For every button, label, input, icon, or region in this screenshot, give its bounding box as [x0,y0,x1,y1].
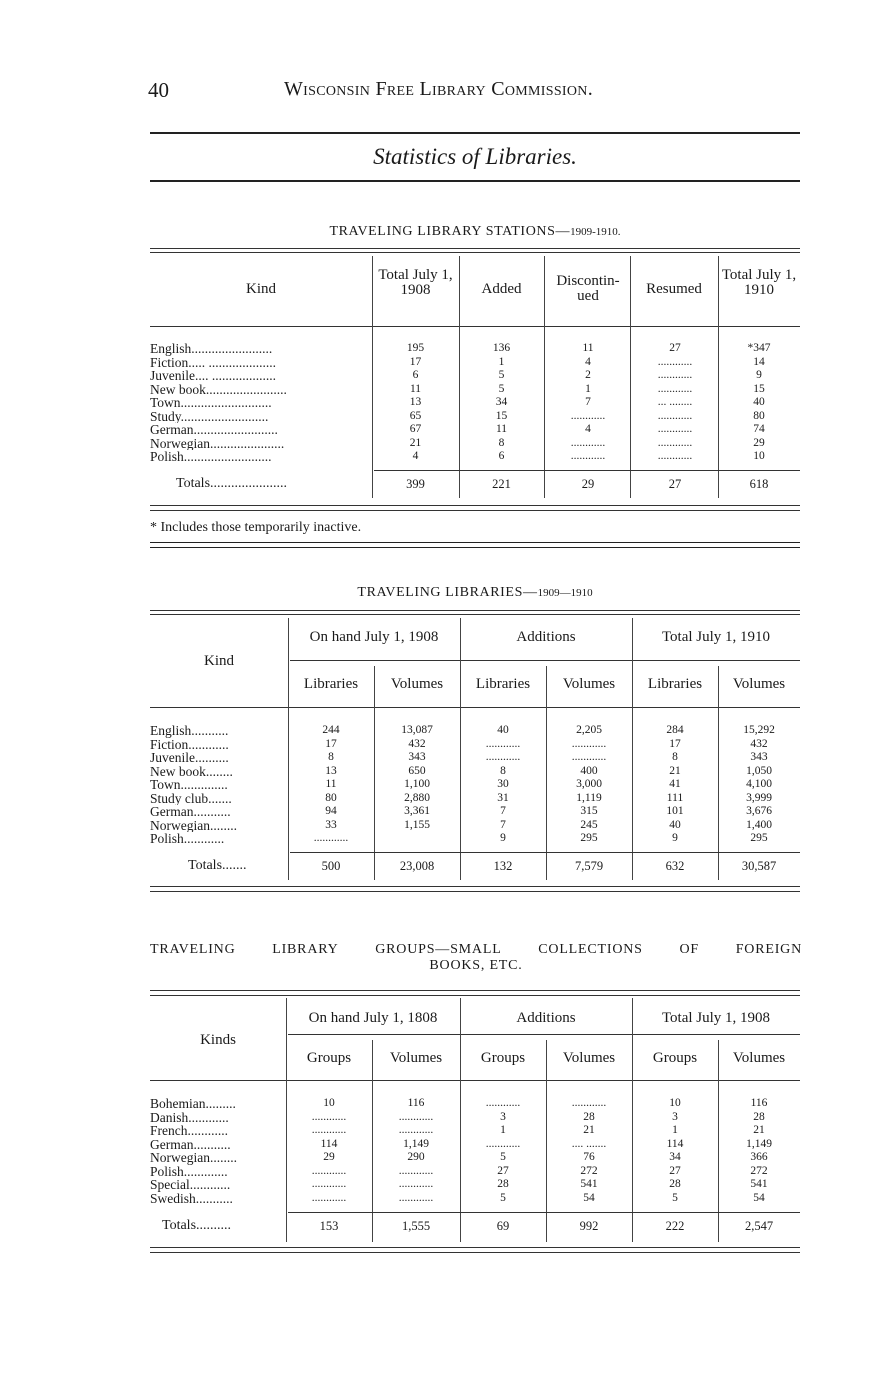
cell: 6 [498,450,505,462]
title-word: LIBRARY [272,942,339,957]
kind-label: Town........................... [150,396,272,410]
cell: ............ [398,1164,434,1177]
table2 [150,610,800,895]
header-added: Added [481,281,522,297]
table2-col-add-volumes [546,724,632,846]
cell: 136 [492,342,511,354]
cell: 432 [750,737,768,750]
cell: 3,676 [746,805,772,817]
cell: 400 [580,764,598,777]
cell: ............ [570,436,606,449]
cell: 21 [669,764,681,777]
cell: 1 [672,1124,678,1136]
cell: 244 [322,724,340,736]
cell: 541 [580,1178,598,1190]
total-cell: 1,555 [401,1219,431,1233]
cell: 4 [585,355,591,368]
rule [150,252,800,253]
cell: 2,880 [404,791,430,804]
kind-label: Norwegian........ [150,1151,237,1165]
table1-col-discontinued [546,342,630,464]
cell: 5 [500,1191,506,1204]
cell: 33 [325,818,337,831]
header-volumes: Volumes [732,1050,786,1066]
cell: *347 [747,342,771,354]
kind-label: German........... [150,1137,231,1151]
table1-col-total-1910 [718,342,800,464]
cell: ............ [657,436,693,449]
table3-col-on-hand-volumes [372,1097,460,1205]
cell: 17 [669,737,681,750]
cell: 315 [580,805,598,817]
rule [150,707,800,708]
cell: ............ [571,751,607,763]
kind-label: Polish.......................... [150,450,272,464]
page-number: 40 [148,78,169,102]
cell: 5 [498,382,505,395]
cell: 54 [583,1191,595,1204]
cell: 195 [406,342,425,354]
cell: 31 [497,791,509,804]
cell: 17 [325,737,337,750]
rule [150,547,800,548]
totals-label: Totals....... [188,858,247,873]
cell: 432 [408,737,426,750]
header-groups: Groups [480,1050,526,1066]
cell: 15 [495,409,508,422]
title-word: FOREIGN [735,942,802,957]
kind-label: Polish............. [150,1164,228,1178]
cell: 28 [669,1178,681,1190]
cell: 541 [750,1178,768,1190]
cell: 15,292 [743,724,775,736]
rule [290,660,800,661]
cell: 27 [669,1164,681,1177]
cell: 4 [585,423,591,435]
kind-label: Juvenile.... ................... [150,369,276,383]
cell: 1,100 [404,778,430,790]
rule [150,1252,800,1253]
cell: 41 [669,778,681,790]
kind-label: German........... [150,805,231,819]
cell: 8 [498,436,505,449]
cell: 245 [580,818,598,831]
cell: 29 [753,436,765,449]
cell: 295 [750,832,768,844]
cell: ............ [311,1178,347,1190]
rule [374,470,800,471]
cell: 17 [409,355,422,368]
table3-kind-column [150,1097,286,1205]
cell: ............ [485,737,521,750]
cell: 76 [583,1151,595,1163]
header-additions: Additions [516,1010,576,1026]
kind-label: Special............ [150,1178,231,1192]
cell: 1,119 [576,791,602,804]
total-cell: 399 [406,477,425,491]
total-cell: 27 [668,477,682,491]
rule [150,610,800,611]
cell: 28 [497,1178,509,1190]
kind-label: French............ [150,1124,228,1138]
cell: 10 [753,450,765,462]
cell: 21 [409,436,422,449]
table2-col-tot-libraries [632,724,718,846]
kind-label: Polish............ [150,832,225,846]
rule [150,1080,800,1081]
kind-label: Bohemian......... [150,1097,236,1111]
table3-col-on-hand-groups [286,1097,372,1205]
kind-label: New book........................ [150,382,287,396]
cell: 28 [753,1110,765,1123]
cell: ............ [571,1097,607,1109]
cell: 1 [585,382,591,395]
header-volumes: Volumes [562,676,616,692]
cell: 6 [412,369,419,381]
totals-label: Totals...................... [176,476,288,491]
cell: 295 [580,832,598,844]
rule [150,886,800,887]
cell: ............ [571,737,607,750]
cell: 343 [750,751,768,763]
page-subtitle: Statistics of Libraries. [373,144,577,169]
cell: 8 [672,751,678,763]
table2-col-on-hand-volumes [374,724,460,846]
cell: 80 [753,409,765,422]
cell: 7 [500,805,506,817]
cell: ............ [657,450,693,462]
total-cell: 23,008 [399,859,435,873]
cell: ............ [311,1110,347,1123]
cell: 80 [325,791,337,804]
cell: 28 [583,1110,595,1123]
cell: 11 [495,423,508,435]
header-groups: Groups [652,1050,698,1066]
cell: ............ [398,1178,434,1190]
kind-label: Danish............ [150,1110,229,1124]
cell: ............ [398,1191,434,1204]
cell: 1 [498,355,505,368]
table1-col-added [459,342,544,464]
header-groups: Groups [306,1050,352,1066]
cell: 1,050 [746,764,772,777]
header-volumes: Volumes [390,676,444,692]
cell: 343 [408,751,426,763]
total-cell: 618 [749,477,769,491]
cell: 11 [582,342,594,354]
cell: ............ [398,1124,434,1136]
cell: 94 [325,805,337,817]
cell: 1,400 [746,818,772,831]
cell: 3,999 [746,791,772,804]
table2-col-on-hand-libraries [288,724,374,846]
cell: 116 [407,1097,425,1109]
cell: 111 [666,791,684,804]
cell: 284 [666,724,684,736]
kind-label: Juvenile.......... [150,751,229,765]
cell: 21 [753,1124,765,1136]
rule [150,542,800,543]
rule [150,614,800,615]
total-cell: 992 [579,1219,599,1233]
cell: 2,205 [576,724,602,736]
cell: ............ [657,355,693,368]
cell: 14 [753,355,765,368]
table1-kind-column [150,342,372,464]
title-line-2: BOOKS, ETC. [429,958,523,973]
rule [150,248,800,249]
kind-label: German......................... [150,423,278,437]
cell: 1,149 [746,1137,772,1150]
cell: 2 [585,369,591,381]
cell: 27 [669,342,681,354]
table3-col-tot-groups [632,1097,718,1205]
cell: 10 [323,1097,335,1109]
cell: 9 [500,832,506,844]
rule [150,132,800,134]
cell: 1 [500,1124,506,1136]
table2-col-add-libraries [460,724,546,846]
cell: .... ....... [571,1137,607,1150]
cell: 27 [497,1164,509,1177]
cell: 3,361 [404,805,430,817]
header-total: Total July 1, 1908 [661,1010,771,1026]
cell: ............ [313,832,349,844]
cell: ............ [570,409,606,422]
cell: 4,100 [746,778,772,790]
cell: 11 [409,382,422,395]
cell: 8 [328,751,334,763]
cell: 3 [672,1110,678,1123]
cell: 65 [409,409,422,422]
total-cell: 132 [493,859,513,873]
kind-label: Norwegian...................... [150,436,285,450]
table1 [150,248,800,513]
rule [288,1034,800,1035]
cell: 3,000 [576,778,602,790]
table3-title [150,942,802,974]
cell: 40 [497,724,509,736]
cell: 9 [672,832,678,844]
total-cell: 7,579 [574,859,604,873]
header-kind: Kind [246,281,276,297]
header-libraries: Libraries [647,676,703,692]
cell: 3 [500,1110,506,1123]
cell: 1,149 [403,1137,429,1150]
cell: 114 [320,1137,338,1150]
header-kinds: Kinds [200,1032,236,1048]
cell: 40 [669,818,681,831]
rule [150,326,800,327]
header-kind: Kind [204,653,234,669]
header-total-1910: Total July 1, 1910 [721,267,797,298]
cell: 7 [585,396,591,408]
rule [150,510,800,511]
cell: 650 [408,764,426,777]
table3-col-tot-volumes [718,1097,800,1205]
rule [150,505,800,506]
header-on-hand: On hand July 1, 1808 [308,1010,438,1026]
table2-kind-column [150,724,288,846]
cell: 4 [412,450,419,462]
table3 [150,990,800,1255]
cell: 290 [407,1151,425,1163]
total-cell: 153 [319,1219,339,1233]
cell: 34 [495,396,508,408]
table2-title: TRAVELING LIBRARIES—1909—1910 [357,585,593,600]
cell: 272 [580,1164,598,1177]
cell [374,832,460,846]
cell: ............ [570,450,606,462]
cell: 1,155 [404,818,430,831]
total-cell: 500 [321,859,341,873]
col-divider [544,256,545,498]
cell: 7 [500,818,506,831]
kind-label: Study.......................... [150,409,269,423]
kind-label: Norwegian........ [150,818,237,832]
total-cell: 222 [665,1219,685,1233]
cell: 10 [669,1097,681,1109]
title-word: OF [679,942,699,957]
cell: 101 [666,805,684,817]
kind-label: Town.............. [150,778,228,792]
kind-label: Fiction..... .................... [150,355,277,369]
header-libraries: Libraries [475,676,531,692]
total-cell: 221 [492,477,511,491]
table1-title: TRAVELING LIBRARY STATIONS—1909-1910. [329,224,621,239]
total-cell: 69 [496,1219,510,1233]
cell: ............ [657,382,693,395]
rule [150,1247,800,1248]
running-title: Wisconsin Free Library Commission. [284,78,594,100]
header-additions: Additions [516,629,576,645]
cell: ............ [657,409,693,422]
cell: 5 [498,369,505,381]
cell: ............ [485,751,521,763]
cell: 29 [323,1151,335,1163]
cell: 5 [672,1191,678,1204]
cell: ............ [485,1097,521,1109]
rule [288,1212,800,1213]
header-volumes: Volumes [389,1050,443,1066]
title-word: GROUPS—SMALL [375,942,502,957]
cell: 34 [669,1151,681,1163]
cell: 114 [666,1137,684,1150]
total-cell: 30,587 [741,859,777,873]
header-total-1908: Total July 1, 1908 [378,267,453,298]
table3-col-add-groups [460,1097,546,1205]
cell: 13 [325,764,337,777]
cell: ............ [311,1124,347,1136]
cell: 40 [753,396,765,408]
footnote: * Includes those temporarily inactive. [150,520,362,535]
title-word: TRAVELING [150,942,236,957]
cell: ............ [485,1137,521,1150]
header-resumed: Resumed [646,281,702,297]
running-head [148,78,800,108]
cell: ... ........ [657,396,693,408]
kind-label: New book........ [150,764,233,778]
cell: ............ [657,369,693,381]
rule [290,852,800,853]
cell: 30 [497,778,509,790]
kind-label: Fiction............ [150,737,229,751]
cell: 13 [409,396,422,408]
total-cell: 632 [665,859,685,873]
cell: ............ [398,1110,434,1123]
table3-col-add-volumes [546,1097,632,1205]
table1-col-resumed [632,342,718,464]
cell: 67 [409,423,422,435]
cell: 21 [583,1124,595,1136]
header-total: Total July 1, 1910 [661,629,771,645]
total-cell: 29 [581,477,595,491]
total-cell: 2,547 [744,1219,774,1233]
cell: 366 [750,1151,768,1163]
cell: 8 [500,764,506,777]
cell: 54 [753,1191,765,1204]
rule [150,990,800,991]
table2-col-tot-volumes [718,724,800,846]
cell: 9 [756,369,762,381]
cell: ............ [657,423,693,435]
kind-label: English........... [150,724,229,738]
cell: 272 [750,1164,768,1177]
totals-label: Totals.......... [162,1218,232,1233]
cell: 74 [753,423,765,435]
kind-label: English........................ [150,342,273,356]
table1-col-total-1908 [372,342,459,464]
kind-label: Swedish........... [150,1191,233,1205]
cell: ............ [311,1164,347,1177]
cell: 116 [750,1097,768,1109]
header-on-hand: On hand July 1, 1908 [309,629,439,645]
rule [150,995,800,996]
header-volumes: Volumes [562,1050,616,1066]
kind-label: Study club....... [150,791,232,805]
cell: 5 [500,1151,506,1163]
header-discontinued: Discontin- ued [556,273,620,304]
cell: 15 [753,382,765,395]
rule [150,891,800,892]
cell: ............ [311,1191,347,1204]
cell: 13,087 [401,724,433,736]
cell: 11 [325,778,337,790]
header-volumes: Volumes [732,676,786,692]
rule [150,180,800,182]
header-libraries: Libraries [303,676,359,692]
title-word: COLLECTIONS [538,942,643,957]
